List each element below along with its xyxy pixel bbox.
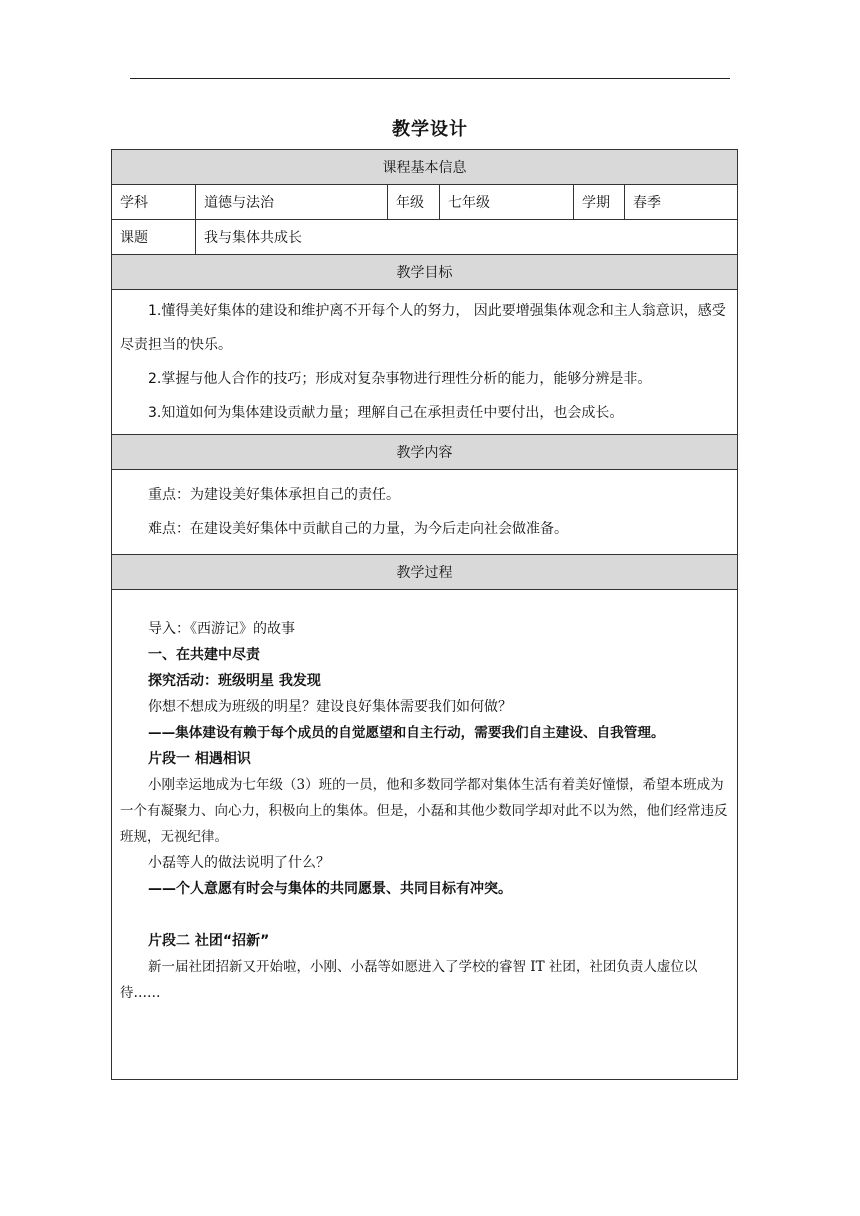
key-point: 重点：为建设美好集体承担自己的责任。 bbox=[148, 487, 400, 503]
segment-text: 新一届社团招新又开始啦，小刚、小磊等如愿进入了学校的睿智 IT 社团，社团负责人虚位以待…… bbox=[120, 959, 698, 1001]
document-title: 教学设计 bbox=[392, 119, 468, 140]
process-answer: ——个人意愿有时会与集体的共同愿景、共同目标有冲突。 bbox=[148, 881, 512, 897]
subject-value: 道德与法治 bbox=[196, 185, 388, 220]
difficult-point: 难点：在建设美好集体中贡献自己的力量，为今后走向社会做准备。 bbox=[148, 521, 568, 537]
goal-item: 3.知道如何为集体建设贡献力量；理解自己在承担责任中要付出，也会成长。 bbox=[148, 405, 624, 421]
goal-item: 2.掌握与他人合作的技巧；形成对复杂事物进行理性分析的能力，能够分辨是非。 bbox=[148, 371, 652, 387]
spacer bbox=[120, 902, 729, 928]
term-value: 春季 bbox=[625, 185, 738, 220]
goal-item: 1.懂得美好集体的建设和维护离不开每个人的努力， 因此要增强集体观念和主人翁意识，感受尽责担当的快乐。 bbox=[120, 303, 726, 353]
segment-title: 片段一 相遇相识 bbox=[148, 751, 251, 767]
section-basic-info: 课程基本信息 bbox=[112, 150, 738, 185]
process-cell bbox=[112, 590, 738, 1080]
segment-text: 小刚幸运地成为七年级（3）班的一员，他和多数同学都对集体生活有着美好憧憬，希望本班成为一个有凝聚力、向心力，积极向上的集体。但是，小磊和其他少数同学却对此不以为然，他们经常违反班规，无视纪律。 bbox=[120, 777, 728, 845]
process-question: 小磊等人的做法说明了什么？ bbox=[148, 855, 330, 871]
content-cell bbox=[112, 470, 738, 555]
process-question: 你想不想成为班级的明星？建设良好集体需要我们如何做？ bbox=[148, 699, 512, 715]
subject-label: 学科 bbox=[112, 185, 196, 220]
lesson-plan-table bbox=[111, 149, 738, 1080]
section-goals: 教学目标 bbox=[112, 255, 738, 290]
section-process: 教学过程 bbox=[112, 555, 738, 590]
process-activity: 探究活动：班级明星 我发现 bbox=[148, 673, 321, 689]
topic-value: 我与集体共成长 bbox=[196, 220, 738, 255]
grade-value: 七年级 bbox=[440, 185, 574, 220]
process-intro: 导入：《西游记》的故事 bbox=[148, 621, 295, 637]
term-label: 学期 bbox=[574, 185, 625, 220]
process-part-heading: 一、在共建中尽责 bbox=[148, 647, 260, 663]
section-content: 教学内容 bbox=[112, 435, 738, 470]
topic-label: 课题 bbox=[112, 220, 196, 255]
process-answer: ——集体建设有赖于每个成员的自觉愿望和自主行动，需要我们自主建设、自我管理。 bbox=[148, 725, 665, 741]
grade-label: 年级 bbox=[388, 185, 440, 220]
segment-title: 片段二 社团“招新” bbox=[148, 933, 270, 949]
goals-cell bbox=[112, 290, 738, 435]
header-rule bbox=[130, 78, 730, 79]
